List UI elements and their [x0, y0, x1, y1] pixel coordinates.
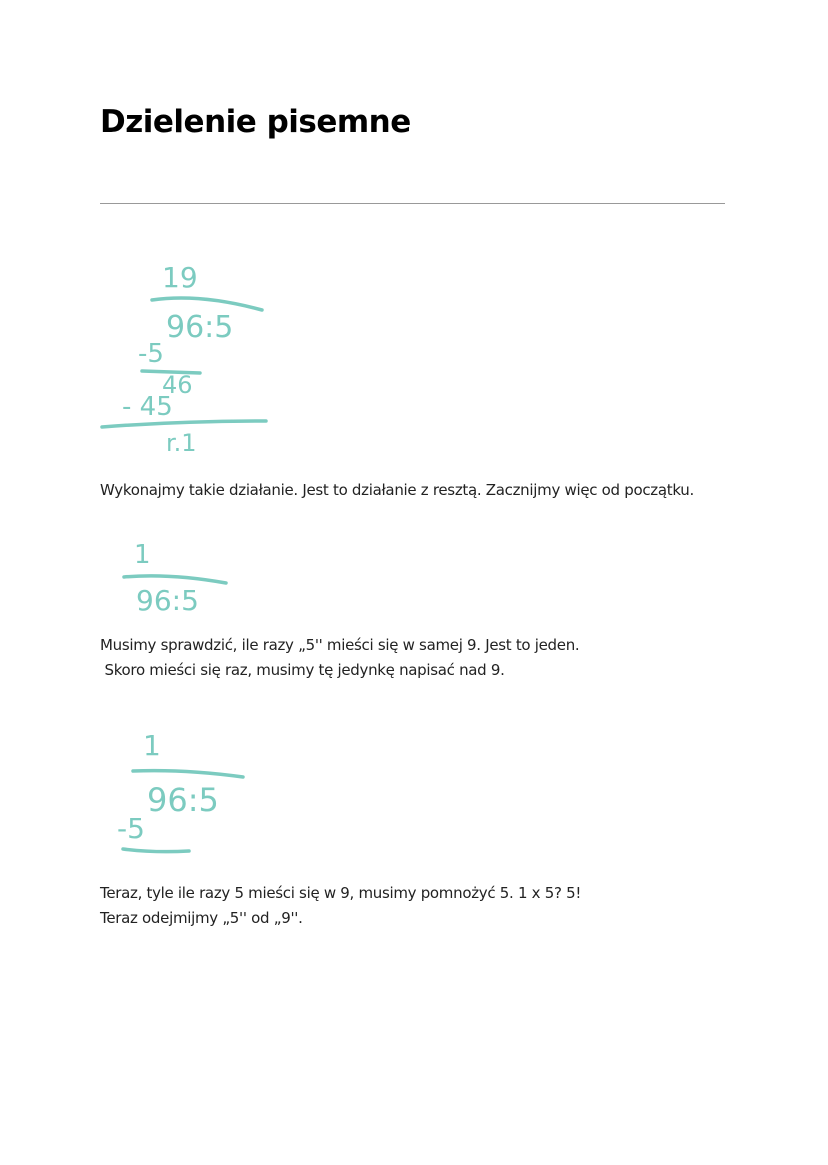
paragraph-3-line-1: Teraz, tyle ile razy 5 mieści się w 9, musimy pomnożyć 5. 1 x 5? 5! [100, 884, 582, 902]
paragraph-3-line-2: Teraz odejmijmy „5'' od „9''. [100, 909, 303, 927]
dividend-expression: 96:5 [166, 310, 234, 345]
subtrahend-2: - 45 [122, 392, 173, 422]
intermediate: 46 [162, 371, 193, 399]
division-line [152, 298, 262, 310]
paragraph-1: Wykonajmy takie działanie. Jest to działanie z resztą. Zacznijmy więc od początku. [100, 481, 694, 499]
subtrahend-1: -5 [138, 339, 164, 369]
subtraction-line [123, 849, 189, 852]
handwritten-division-step2 [115, 725, 255, 860]
remainder: r.1 [166, 429, 197, 457]
dividend-expression: 96:5 [136, 584, 199, 617]
quotient: 1 [134, 540, 151, 570]
quotient: 19 [162, 261, 198, 294]
division-line [133, 771, 243, 777]
paragraph-2-line-1: Musimy sprawdzić, ile razy „5'' mieści się w samej 9. Jest to jeden. [100, 636, 580, 654]
subtrahend: -5 [117, 812, 145, 845]
page-title: Dzielenie pisemne [100, 104, 411, 140]
paragraph-2-line-2: Skoro mieści się raz, musimy tę jedynkę napisać nad 9. [100, 661, 505, 679]
handwritten-division-step1 [120, 535, 240, 620]
dividend-expression: 96:5 [147, 781, 219, 819]
handwritten-division-full [100, 255, 280, 460]
division-line [124, 576, 226, 583]
divider [100, 203, 725, 204]
quotient: 1 [143, 729, 161, 762]
